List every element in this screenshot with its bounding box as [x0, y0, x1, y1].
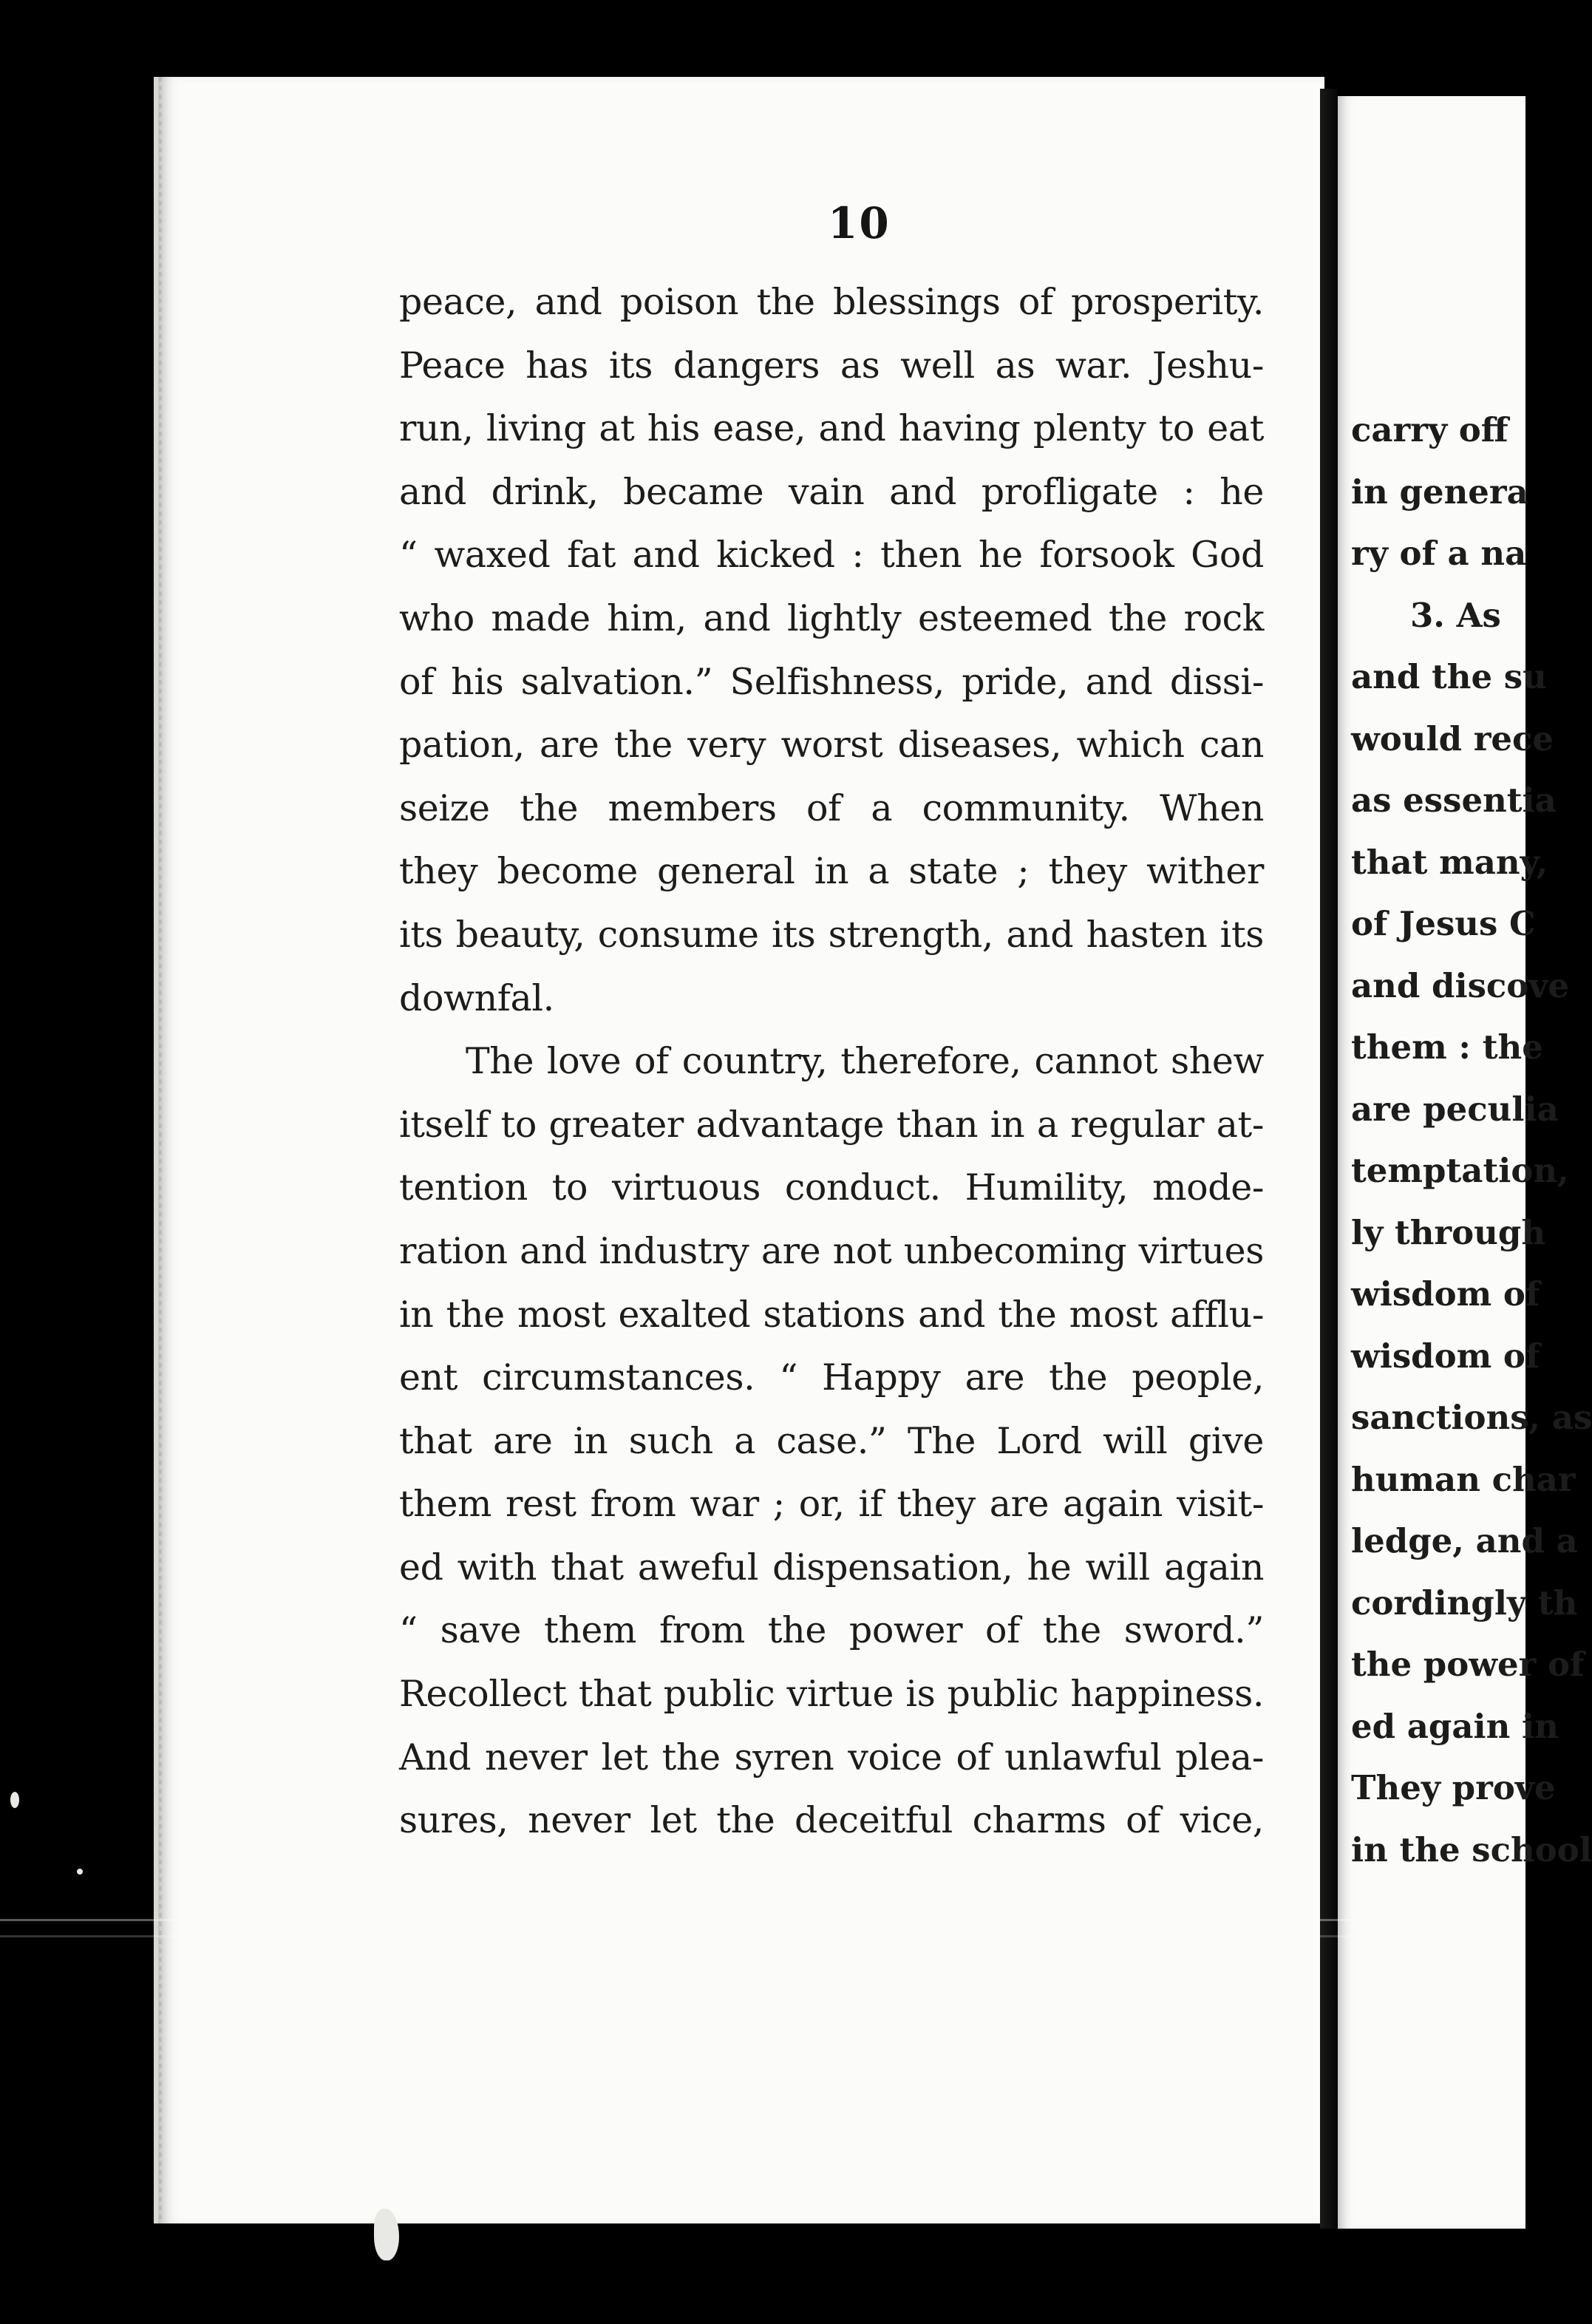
facing-line: 3. As: [1410, 595, 1501, 635]
facing-line: sanctions, as: [1351, 1398, 1592, 1437]
facing-line: wisdom of: [1351, 1336, 1540, 1376]
text-line: of his salvation.” Selfishness, pride, and dissi-: [399, 660, 1264, 703]
text-line: in the most exalted stations and the most afflu-: [399, 1293, 1264, 1336]
text-line: tention to virtuous conduct. Humility, mode-: [399, 1166, 1264, 1209]
facing-line: as essentia: [1351, 781, 1557, 820]
facing-line: that many,: [1351, 842, 1548, 882]
text-line: them rest from war ; or, if they are again visit-: [399, 1483, 1264, 1526]
book-gutter: [1320, 89, 1338, 2229]
facing-line: the power of: [1351, 1645, 1585, 1684]
text-line: who made him, and lightly esteemed the rock: [399, 597, 1264, 639]
facing-line: ry of a na: [1351, 534, 1527, 573]
text-line: peace, and poison the blessings of prosperity.: [399, 281, 1264, 323]
text-line: they become general in a state ; they wither: [399, 850, 1264, 893]
text-line: “ save them from the power of the sword.”: [399, 1609, 1264, 1652]
text-line: And never let the syren voice of unlawful plea-: [399, 1736, 1264, 1778]
text-line: ed with that aweful dispensation, he will again: [399, 1546, 1264, 1589]
facing-line: them : the: [1351, 1027, 1543, 1067]
facing-line: in the school: [1351, 1829, 1592, 1869]
scan-speck: [10, 1792, 19, 1808]
facing-line: ly through: [1351, 1212, 1546, 1252]
page-number: 10: [828, 198, 891, 248]
facing-line: and the su: [1351, 657, 1547, 696]
facing-line: human char: [1351, 1459, 1576, 1499]
text-line: ent circumstances. “ Happy are the people,: [399, 1356, 1264, 1399]
text-line: “ waxed fat and kicked : then he forsook God: [399, 534, 1264, 577]
facing-line: wisdom of: [1351, 1274, 1540, 1314]
facing-line: carry off: [1351, 410, 1508, 449]
facing-page-text: [1351, 399, 1592, 1880]
facing-line: ledge, and a: [1351, 1521, 1578, 1560]
text-line: that are in such a case.” The Lord will give: [399, 1419, 1264, 1462]
text-line: Peace has its dangers as well as war. Jeshu-: [399, 344, 1264, 387]
text-line: The love of country, therefore, cannot shew: [466, 1040, 1264, 1083]
facing-page: [1338, 96, 1592, 2229]
scan-line: [0, 1919, 1525, 1921]
facing-line: are peculia: [1351, 1089, 1559, 1129]
text-line: its beauty, consume its strength, and hasten its: [399, 913, 1264, 956]
facing-line: of Jesus C: [1351, 904, 1536, 943]
facing-line: in genera: [1351, 472, 1528, 512]
text-line: itself to greater advantage than in a regular at-: [399, 1103, 1264, 1146]
text-line: pation, are the very worst diseases, which can: [399, 724, 1264, 767]
body-text: [399, 271, 1264, 1852]
text-line: downfal.: [399, 976, 554, 1019]
facing-line: and discove: [1351, 965, 1570, 1005]
text-line: and drink, became vain and profligate : he: [399, 470, 1264, 513]
text-line: Recollect that public virtue is public happiness.: [399, 1673, 1264, 1716]
facing-line: cordingly th: [1351, 1583, 1578, 1623]
scan-line: [0, 1935, 1525, 1937]
facing-line: would rece: [1351, 718, 1554, 758]
text-line: sures, never let the deceitful charms of vice,: [399, 1799, 1264, 1842]
text-line: seize the members of a community. When: [399, 786, 1264, 829]
facing-line: They prove: [1351, 1768, 1556, 1807]
text-line: ration and industry are not unbecoming virtues: [399, 1229, 1264, 1272]
text-line: run, living at his ease, and having plenty to eat: [399, 407, 1264, 450]
facing-line: temptation,: [1351, 1151, 1569, 1190]
scan-speck: [77, 1869, 83, 1875]
facing-line: ed again in: [1351, 1706, 1559, 1746]
